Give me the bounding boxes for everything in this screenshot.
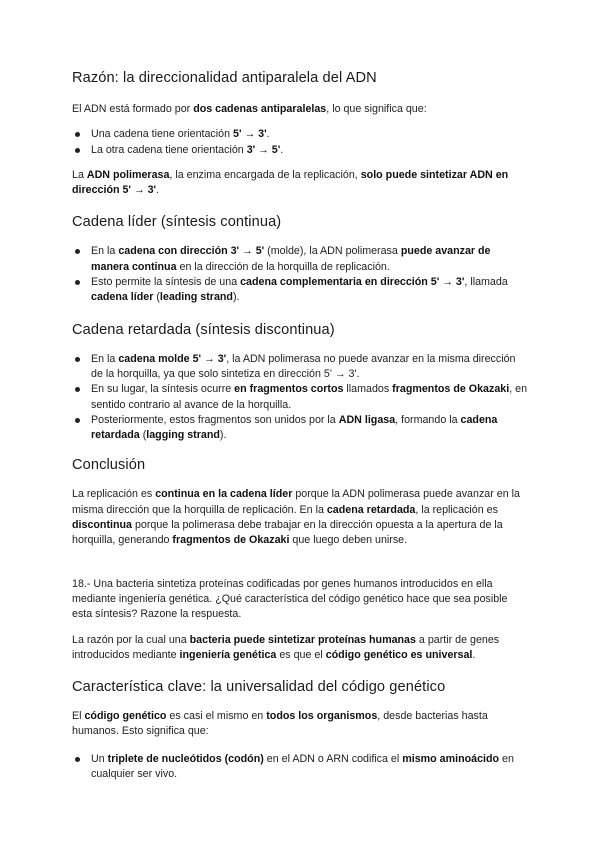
list-item: La otra cadena tiene orientación 3' → 5'. bbox=[72, 143, 530, 158]
list-item: Un triplete de nucleótidos (codón) en el ADN o ARN codifica el mismo aminoácido en cualquier ser vivo. bbox=[72, 752, 530, 783]
list-item: Esto permite la síntesis de una cadena complementaria en dirección 5' → 3', llamada cadena líder (leading strand). bbox=[72, 275, 530, 306]
list-item: En su lugar, la síntesis ocurre en fragmentos cortos llamados fragmentos de Okazaki, en sentido contrario al avance de la horquilla. bbox=[72, 382, 530, 413]
razon-bullets bbox=[72, 127, 530, 158]
question-18-answer: La razón por la cual una bacteria puede sintetizar proteínas humanas a partir de genes introducidos mediante ingeniería genética es que el código genético es universal. bbox=[72, 633, 500, 661]
question-18: 18.- Una bacteria sintetiza proteínas codificadas por genes humanos introducidos en ella mediante ingeniería genética. ¿Qué característica del código genético hace que sea posible esta síntesis? Razone la respuesta. bbox=[72, 577, 508, 621]
caracteristica-para: El código genético es casi el mismo en todos los organismos, desde bacterias hasta humanos. Esto significa que: bbox=[72, 710, 488, 738]
list-item: Posteriormente, estos fragmentos son unidos por la ADN ligasa, formando la cadena retardada (lagging strand). bbox=[72, 413, 530, 444]
heading-razon: Razón: la direccionalidad antiparalela del ADN bbox=[72, 70, 377, 86]
conclusion-para: La replicación es continua en la cadena líder porque la ADN polimerasa puede avanzar en la misma dirección que la horquilla de replicación. En la cadena retardada, la replicación es discontinua porque la polimerasa debe trabajar en la dirección opuesta a la apertura de la horquilla, generando fragmentos de Okazaki que luego deben unirse. bbox=[72, 488, 520, 547]
heading-cadena-retardada: Cadena retardada (síntesis discontinua) bbox=[72, 321, 335, 338]
caracteristica-bullets bbox=[72, 752, 530, 783]
list-item: Una cadena tiene orientación 5' → 3'. bbox=[72, 127, 530, 142]
heading-conclusion: Conclusión bbox=[72, 457, 146, 474]
document-content bbox=[72, 68, 530, 782]
razon-intro: El ADN está formado por dos cadenas antiparalelas, lo que significa que: bbox=[72, 103, 427, 115]
retardada-bullets bbox=[72, 352, 530, 444]
list-item: En la cadena con dirección 3' → 5' (molde), la ADN polimerasa puede avanzar de manera continua en la dirección de la horquilla de replicación. bbox=[72, 244, 530, 275]
heading-cadena-lider: Cadena líder (síntesis continua) bbox=[72, 214, 282, 231]
heading-caracteristica-clave: Característica clave: la universalidad del código genético bbox=[72, 679, 446, 696]
razon-para: La ADN polimerasa, la enzima encargada de la replicación, solo puede sintetizar ADN en dirección 5' → 3'. bbox=[72, 168, 509, 197]
list-item: En la cadena molde 5' → 3', la ADN polimerasa no puede avanzar en la misma dirección de la horquilla, ya que solo sintetiza en dirección 5' → 3'. bbox=[72, 352, 530, 383]
lider-bullets bbox=[72, 244, 530, 305]
